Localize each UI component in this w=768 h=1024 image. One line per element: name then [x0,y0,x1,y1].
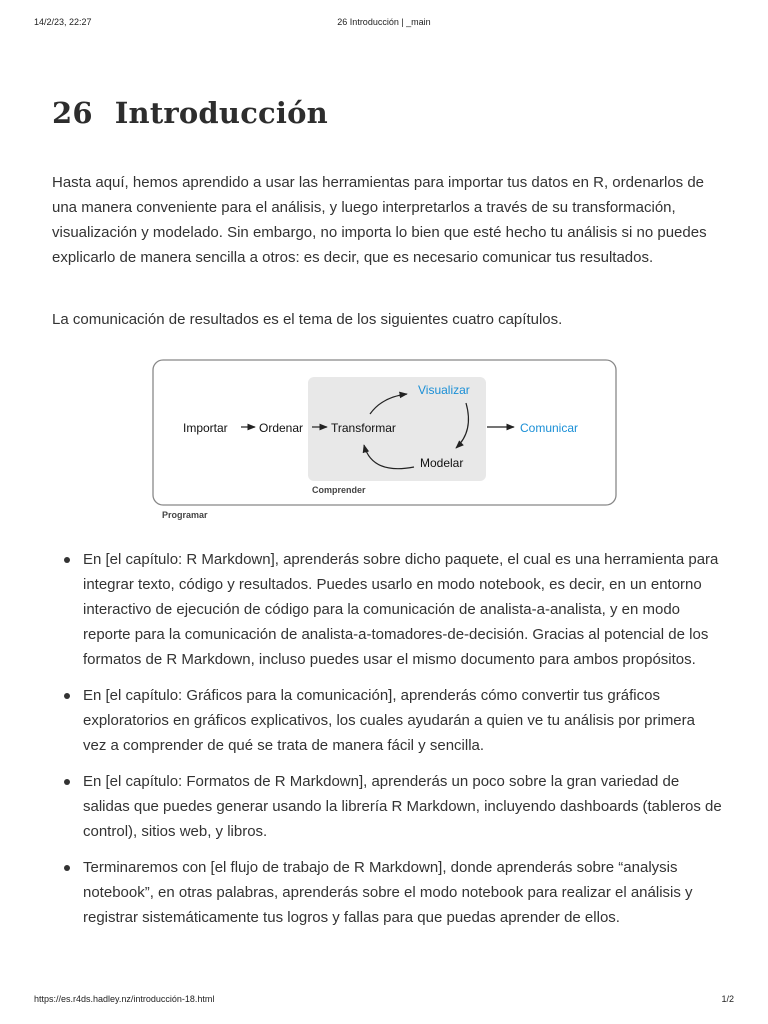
node-visualizar: Visualizar [418,383,470,397]
chapter-number: 26 [52,96,93,130]
bullet-icon [64,865,70,871]
bullet-icon [64,693,70,699]
intro-paragraph: Hasta aquí, hemos aprendido a usar las herramientas para importar tus datos en R, ordenarlos de una manera conveniente para el análisis, y luego interpretarlos a través de su transformación, visualización y modelado. Sin embargo, no importa lo bien que esté hecho tu análisis si no puedes explicarlo de manera sencilla a otros: es decir, que es necesario comunicar tus resultados. [52,174,707,266]
list-item-text: En [el capítulo: Formatos de R Markdown], aprenderás un poco sobre la gran variedad de salidas que puedes generar usando la librería R Markdown, incluyendo dashboards (tableros de control), sitios web, y libros. [83,773,722,840]
chapter-list [52,547,722,941]
list-item [52,769,722,844]
list-item-text: Terminaremos con [el flujo de trabajo de R Markdown], donde aprenderás sobre “analysis notebook”, en otras palabras, aprenderás sobre el modo notebook para realizar el análisis y registrar sistemáticamente tus logros y fallas para que puedas aprender de ellos. [83,859,693,926]
list-item [52,855,722,930]
node-ordenar: Ordenar [259,421,304,435]
node-transformar: Transformar [331,421,396,435]
list-item [52,683,722,758]
data-science-workflow-diagram [152,359,617,524]
list-item-text: En [el capítulo: R Markdown], aprenderás sobre dicho paquete, el cual es una herramienta para integrar texto, código y resultados. Puedes usarlo en modo notebook, es decir, en un entorno interactivo de ejecución de código para la comunicación de analista-a-analista, y en modo reporte para la comunicación de analista-a-tomadores-de-decisión. Gracias al potencial de los formatos de R Markdown, incluso puedes usar el mismo documento para ambos propósitos. [83,551,719,668]
page-title [52,96,328,130]
label-comprender: Comprender [312,485,366,495]
node-comunicar: Comunicar [520,421,579,435]
node-modelar: Modelar [420,456,464,470]
print-page-number: 1/2 [721,994,734,1004]
print-url: https://es.r4ds.hadley.nz/introducción-18.html [34,994,215,1004]
chapter-title: Introducción [114,96,328,130]
topic-paragraph: La comunicación de resultados es el tema de los siguientes cuatro capítulos. [52,311,563,328]
node-importar: Importar [183,421,228,435]
bullet-icon [64,779,70,785]
list-item [52,547,722,672]
bullet-icon [64,557,70,563]
print-page-title: 26 Introducción | _main [337,17,431,27]
print-datetime: 14/2/23, 22:27 [34,17,92,27]
list-item-text: En [el capítulo: Gráficos para la comunicación], aprenderás cómo convertir tus gráficos exploratorios en gráficos explicativos, los cuales ayudarán a quien ve tu análisis por primera vez a comprender de qué se trata de manera fácil y sencilla. [83,687,695,754]
label-programar: Programar [162,510,208,520]
